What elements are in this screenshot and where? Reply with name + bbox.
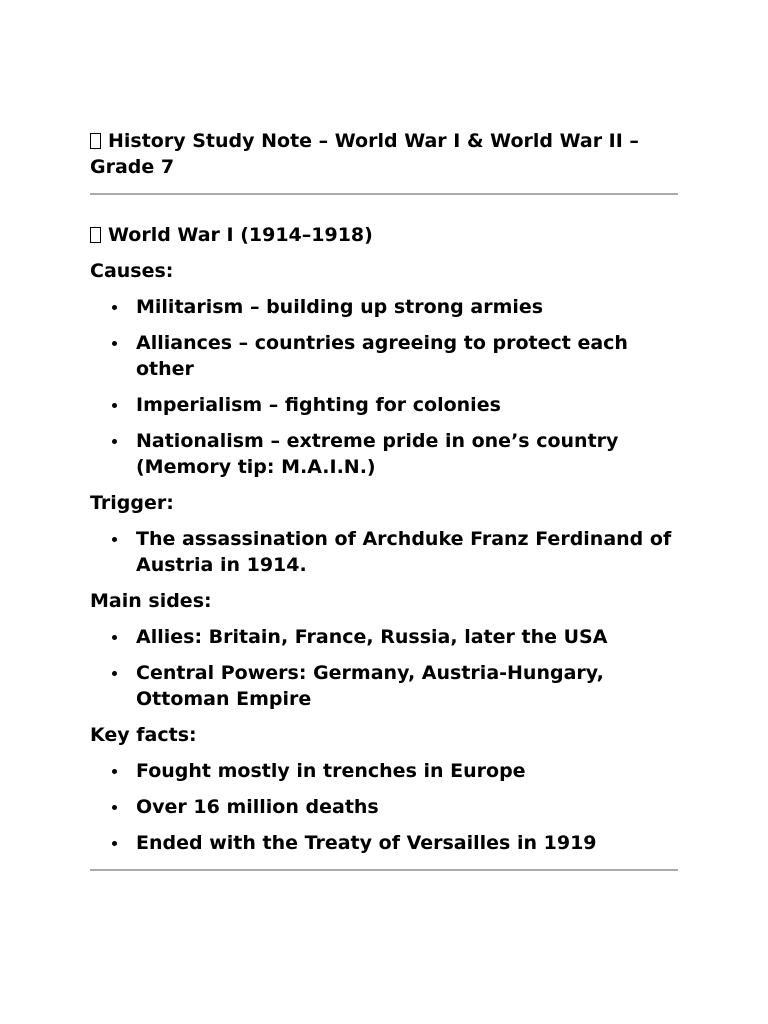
- top-divider: [90, 193, 678, 195]
- bullet-icon: [112, 403, 117, 408]
- section-heading: [90, 222, 678, 248]
- trigger-list: [90, 526, 678, 578]
- list-item: [90, 428, 678, 480]
- key-facts-label: Key facts:: [90, 724, 197, 746]
- list-item-text: Imperialism – fighting for colonies: [136, 394, 501, 416]
- bullet-icon: [112, 537, 117, 542]
- list-item-text: Allies: Britain, France, Russia, later the USA: [136, 626, 608, 648]
- section-heading-text: World War I (1914–1918): [108, 224, 373, 246]
- bullet-icon: [112, 305, 117, 310]
- missing-glyph-box-icon: [90, 227, 101, 243]
- list-item: [90, 830, 678, 856]
- list-item: [90, 624, 678, 650]
- list-item: [90, 294, 678, 320]
- list-item: [90, 794, 678, 820]
- list-item: [90, 758, 678, 784]
- missing-glyph-box-icon: [90, 133, 101, 149]
- bullet-icon: [112, 341, 117, 346]
- study-note-page: [90, 128, 678, 871]
- main-sides-list: [90, 624, 678, 712]
- bullet-icon: [112, 635, 117, 640]
- list-item-text: Nationalism – extreme pride in one’s country (Memory tip: M.A.I.N.): [136, 430, 619, 478]
- bullet-icon: [112, 769, 117, 774]
- bullet-icon: [112, 671, 117, 676]
- causes-list: [90, 294, 678, 480]
- trigger-label: Trigger:: [90, 492, 174, 514]
- list-item-text: Militarism – building up strong armies: [136, 296, 544, 318]
- list-item: [90, 330, 678, 382]
- bullet-icon: [112, 439, 117, 444]
- list-item-text: Over 16 million deaths: [136, 796, 379, 818]
- list-item-text: The assassination of Archduke Franz Ferdinand of Austria in 1914.: [136, 528, 672, 576]
- key-facts-list: [90, 758, 678, 856]
- list-item: [90, 392, 678, 418]
- bottom-divider: [90, 869, 678, 871]
- bullet-icon: [112, 805, 117, 810]
- main-sides-label: Main sides:: [90, 590, 212, 612]
- bullet-icon: [112, 841, 117, 846]
- list-item-text: Ended with the Treaty of Versailles in 1919: [136, 832, 597, 854]
- document-title: [90, 128, 678, 180]
- list-item: [90, 660, 678, 712]
- causes-label: Causes:: [90, 260, 174, 282]
- list-item: [90, 526, 678, 578]
- list-item-text: Fought mostly in trenches in Europe: [136, 760, 526, 782]
- document-title-text: History Study Note – World War I & World War II – Grade 7: [90, 130, 639, 178]
- list-item-text: Alliances – countries agreeing to protect each other: [136, 332, 628, 380]
- list-item-text: Central Powers: Germany, Austria-Hungary, Ottoman Empire: [136, 662, 604, 710]
